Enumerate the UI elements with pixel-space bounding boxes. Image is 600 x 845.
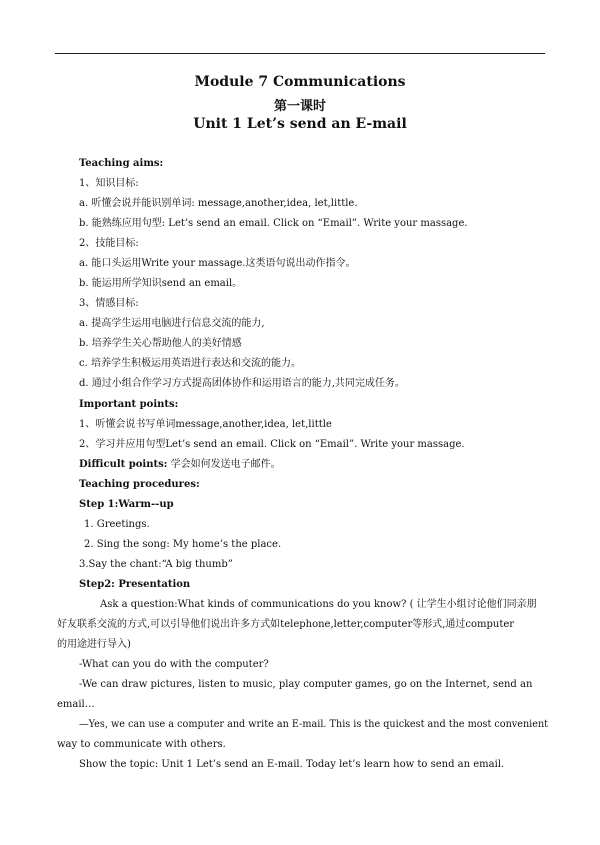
lesson-label: 第一课时 xyxy=(273,99,326,114)
presentation-paragraph-line2: 好友联系交流的方式,可以引导他们说出许多方式如telephone,letter,computer等形式,通过computer xyxy=(57,619,515,630)
presentation-paragraph-line3: 的用途进行导入) xyxy=(57,639,131,650)
important-point-2: 2、学习并应用句型Let’s send an email. Click on “Email”. Write your massage. xyxy=(79,439,465,450)
important-points-heading: Important points: xyxy=(79,399,179,410)
step2-heading: Step2: Presentation xyxy=(79,579,191,590)
dialogue-answer1-line2: email… xyxy=(57,699,95,710)
dialogue-answer2-line1: —Yes, we can use a computer and write an E-mail. This is the quickest and the most convenient xyxy=(79,719,549,730)
teaching-aims-heading: Teaching aims: xyxy=(79,158,164,169)
header-rule xyxy=(55,53,545,54)
emotion-aims-heading: 3、情感目标: xyxy=(79,298,139,309)
knowledge-aims-heading: 1、知识目标: xyxy=(79,178,139,189)
dialogue-question: -What can you do with the computer? xyxy=(79,659,269,670)
show-topic: Show the topic: Unit 1 Let’s send an E-mail. Today let’s learn how to send an email. xyxy=(79,759,505,770)
difficult-points-label: Difficult points: xyxy=(79,459,168,470)
presentation-paragraph-line1: Ask a question:What kinds of communications do you know? ( 让学生小组讨论他们同亲朋 xyxy=(100,599,537,610)
knowledge-aim-b: b. 能熟练应用句型: Let’s send an email. Click on “Email”. Write your massage. xyxy=(79,218,468,229)
skill-aims-heading: 2、技能目标: xyxy=(79,238,139,249)
emotion-aim-a: a. 提高学生运用电脑进行信息交流的能力, xyxy=(79,318,265,329)
module-title: Module 7 Communications xyxy=(194,74,406,90)
knowledge-aim-a: a. 听懂会说并能识别单词: message,another,idea, let,little. xyxy=(79,198,358,209)
teaching-procedures-heading: Teaching procedures: xyxy=(79,479,200,490)
unit-title: Unit 1 Let’s send an E-mail xyxy=(193,116,407,132)
difficult-points-text: 学会如何发送电子邮件。 xyxy=(167,459,281,470)
difficult-points xyxy=(79,458,281,472)
dialogue-answer1-line1: -We can draw pictures, listen to music, play computer games, go on the Internet, send an xyxy=(79,679,533,690)
emotion-aim-b: b. 培养学生关心帮助他人的美好情感 xyxy=(79,338,242,349)
step1-item-3: 3.Say the chant:“A big thumb” xyxy=(79,559,233,570)
skill-aim-a: a. 能口头运用Write your massage.这类语句说出动作指令。 xyxy=(79,258,356,269)
skill-aim-b: b. 能运用所学知识send an email。 xyxy=(79,278,243,289)
step1-item-2: 2. Sing the song: My home’s the place. xyxy=(84,539,282,550)
step1-heading: Step 1:Warm--up xyxy=(79,499,174,510)
important-point-1: 1、听懂会说书写单词message,another,idea, let,little xyxy=(79,419,332,430)
dialogue-answer2-line2: way to communicate with others. xyxy=(57,739,226,750)
emotion-aim-d: d. 通过小组合作学习方式提高团体协作和运用语言的能力,共同完成任务。 xyxy=(79,378,405,389)
emotion-aim-c: c. 培养学生积极运用英语进行表达和交流的能力。 xyxy=(79,358,301,369)
step1-item-1: 1. Greetings. xyxy=(84,519,150,530)
